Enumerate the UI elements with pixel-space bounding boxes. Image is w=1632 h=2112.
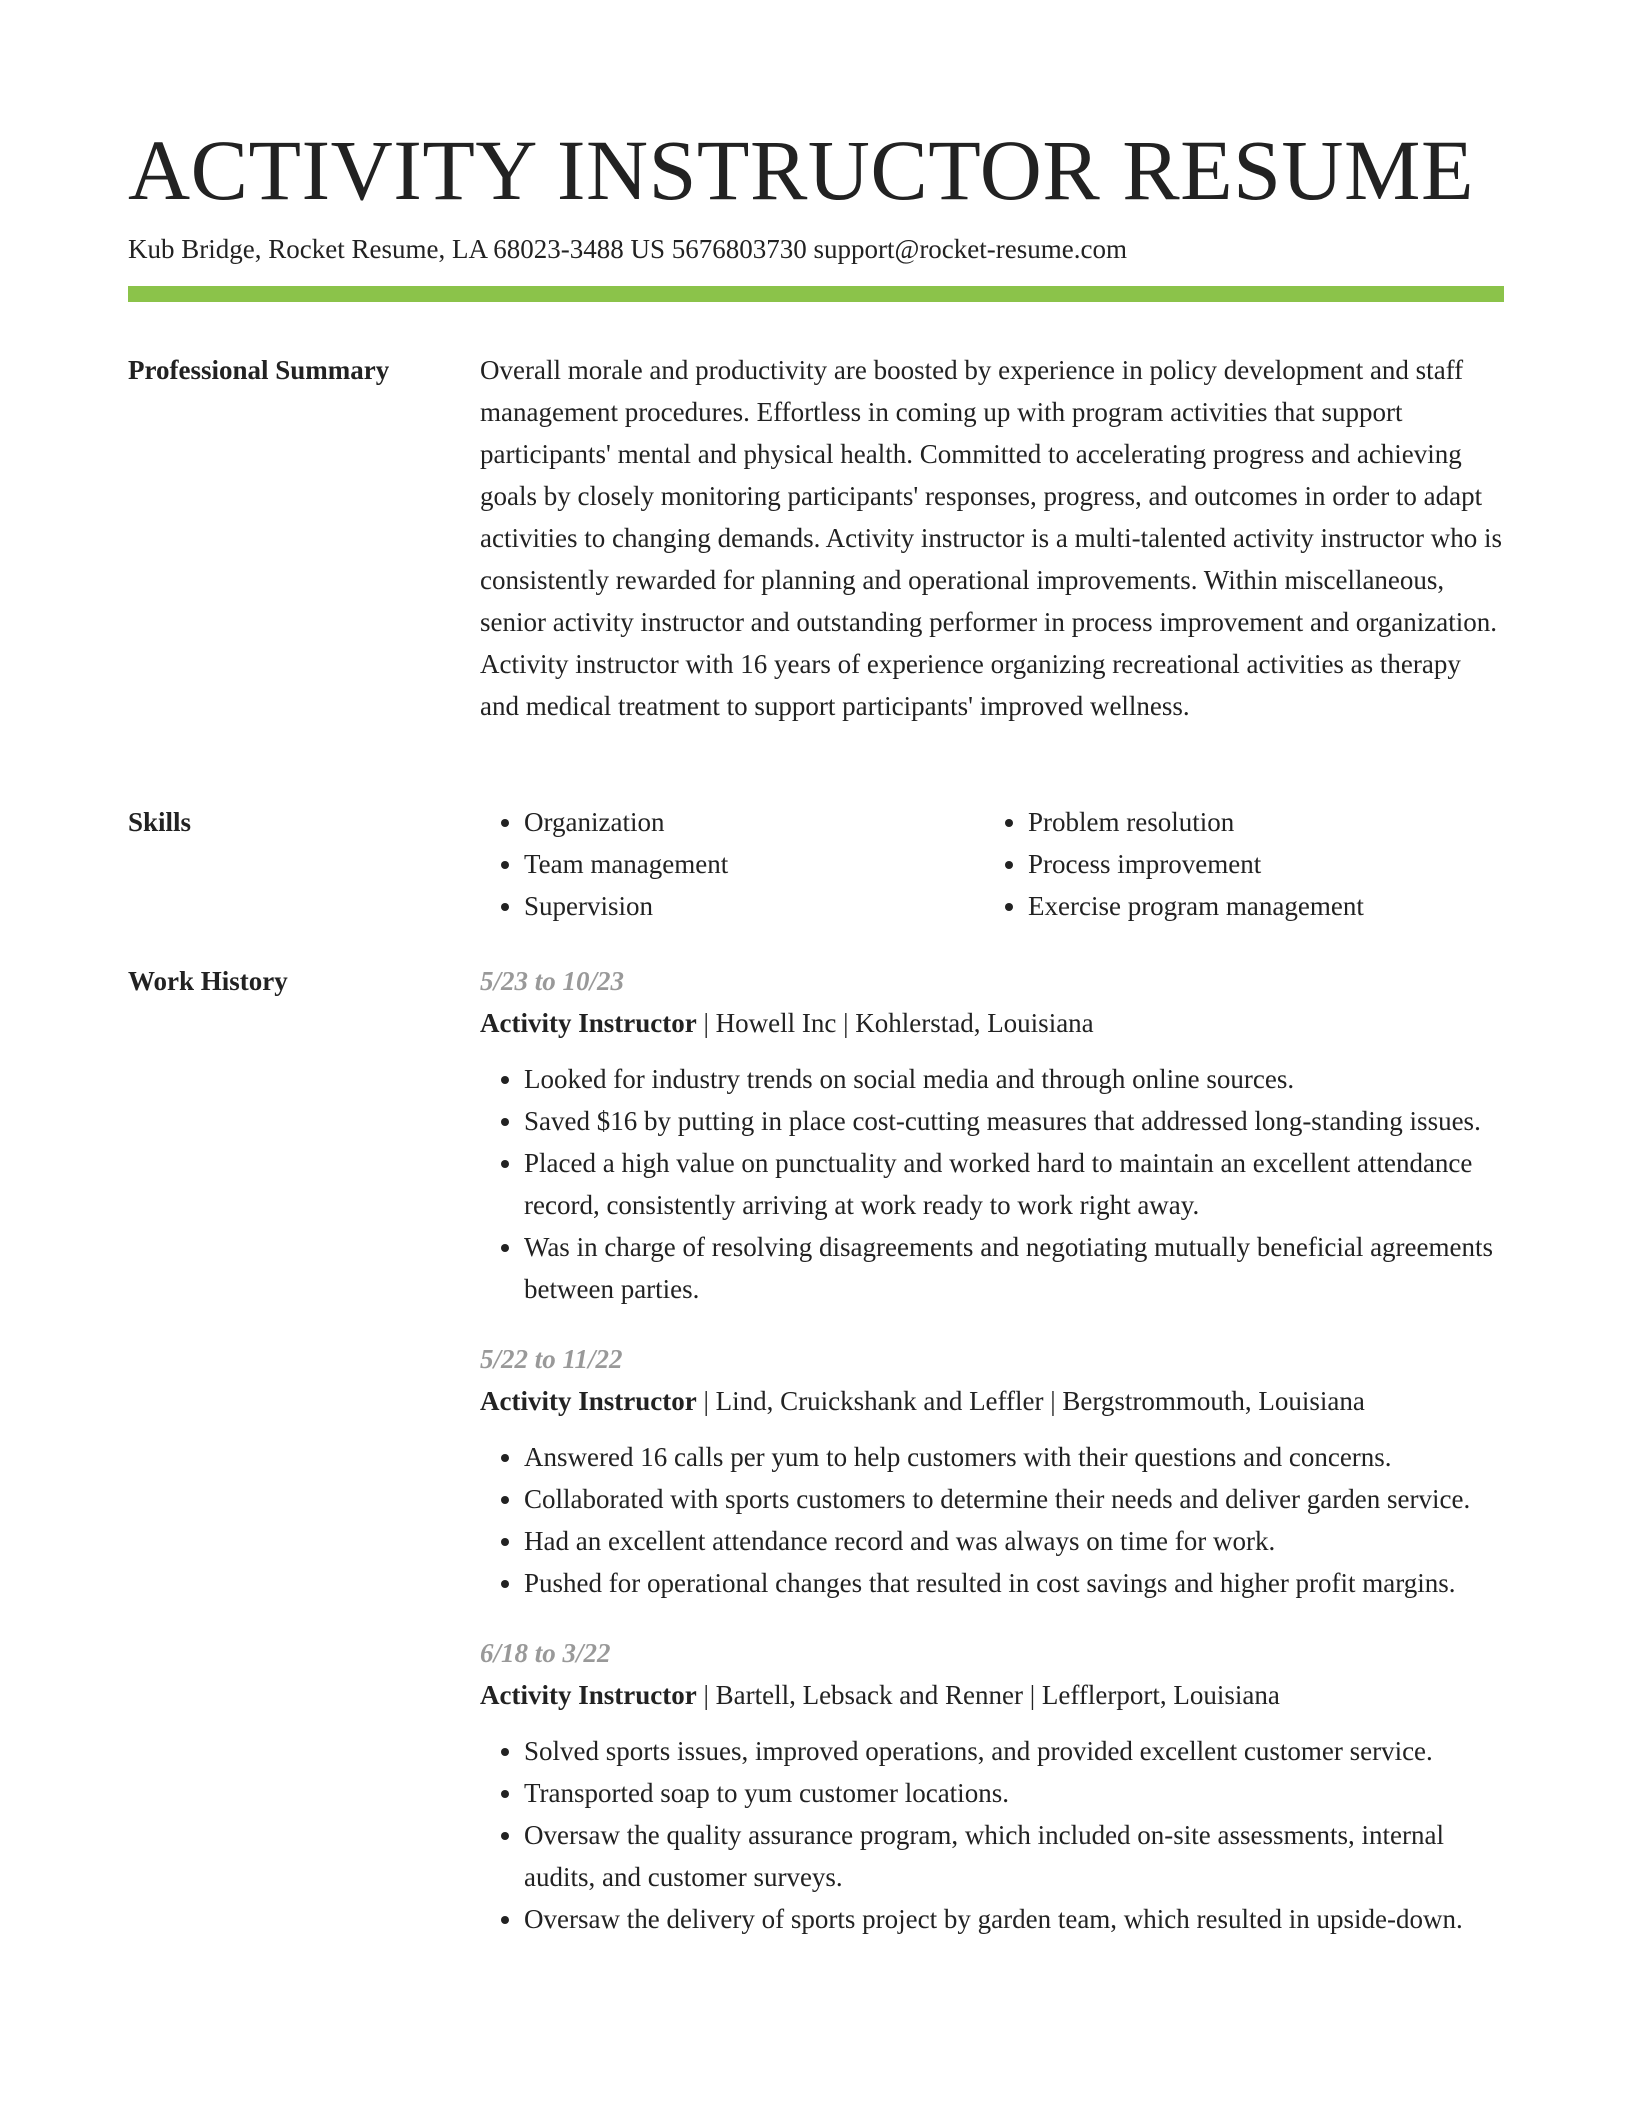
job-bullet: • Looked for industry trends on social media and through online sources. bbox=[524, 1058, 1504, 1100]
contact-info: Kub Bridge, Rocket Resume, LA 68023-3488 US 5676803730 support@rocket-resume.com bbox=[128, 234, 1127, 264]
job-bullets bbox=[480, 1436, 1504, 1604]
job-bullet: • Oversaw the delivery of sports project by garden team, which resulted in upside-down. bbox=[524, 1898, 1504, 1940]
resume-title: ACTIVITY INSTRUCTOR RESUME bbox=[128, 122, 1475, 218]
job-title: Activity Instructor bbox=[480, 1680, 697, 1710]
skill-item: • Exercise program management bbox=[1028, 885, 1488, 927]
job-title: Activity Instructor bbox=[480, 1008, 697, 1038]
header-divider bbox=[128, 286, 1504, 302]
skill-item: • Process improvement bbox=[1028, 843, 1488, 885]
job-heading bbox=[480, 1002, 1504, 1044]
skills-column-left bbox=[480, 801, 984, 927]
job-bullet: • Answered 16 calls per yum to help customers with their questions and concerns. bbox=[524, 1436, 1504, 1478]
job-bullet: • Placed a high value on punctuality and worked hard to maintain an excellent attendance record, consistently arriving at work ready to work right away. bbox=[524, 1142, 1504, 1226]
job-dates: 6/18 to 3/22 bbox=[480, 1638, 611, 1668]
summary-text: Overall morale and productivity are boosted by experience in policy development and staff management procedures. Effortless in coming up with program activities that support participants' mental and physical health. Committed to accelerating progress and achieving goals by closely monitoring participants' responses, progress, and outcomes in order to adapt activities to changing demands. Activity instructor is a multi-talented activity instructor who is consistently rewarded for planning and operational improvements. Within miscellaneous, senior activity instructor and outstanding performer in process improvement and organization. Activity instructor with 16 years of experience organizing recreational activities as therapy and medical treatment to support participants' improved wellness. bbox=[480, 355, 1503, 721]
skill-item: • Problem resolution bbox=[1028, 801, 1488, 843]
skills-column-right bbox=[984, 801, 1488, 927]
skill-item: • Supervision bbox=[524, 885, 984, 927]
job-entry bbox=[480, 960, 1504, 1310]
job-bullet: • Saved $16 by putting in place cost-cutting measures that addressed long-standing issues. bbox=[524, 1100, 1504, 1142]
skill-item: • Team management bbox=[524, 843, 984, 885]
job-bullet: • Collaborated with sports customers to determine their needs and deliver garden service. bbox=[524, 1478, 1504, 1520]
job-title: Activity Instructor bbox=[480, 1386, 697, 1416]
job-dates: 5/23 to 10/23 bbox=[480, 966, 625, 996]
job-bullet: • Transported soap to yum customer locations. bbox=[524, 1772, 1504, 1814]
job-details: | Howell Inc | Kohlerstad, Louisiana bbox=[696, 1008, 1094, 1038]
job-entry bbox=[480, 1338, 1504, 1604]
job-details: | Lind, Cruickshank and Leffler | Bergstrommouth, Louisiana bbox=[696, 1386, 1365, 1416]
work-history-heading: Work History bbox=[128, 966, 288, 996]
job-bullet: • Oversaw the quality assurance program, which included on-site assessments, internal audits, and customer surveys. bbox=[524, 1814, 1504, 1898]
summary-heading: Professional Summary bbox=[128, 355, 390, 385]
job-bullets bbox=[480, 1730, 1504, 1940]
skill-item: • Organization bbox=[524, 801, 984, 843]
job-dates: 5/22 to 11/22 bbox=[480, 1344, 623, 1374]
job-bullet: • Had an excellent attendance record and was always on time for work. bbox=[524, 1520, 1504, 1562]
work-history-body bbox=[480, 960, 1504, 1968]
skills-body bbox=[480, 801, 1504, 927]
job-details: | Bartell, Lebsack and Renner | Lefflerport, Louisiana bbox=[696, 1680, 1280, 1710]
job-heading bbox=[480, 1380, 1504, 1422]
job-entry bbox=[480, 1632, 1504, 1940]
skills-heading: Skills bbox=[128, 807, 192, 837]
job-heading bbox=[480, 1674, 1504, 1716]
summary-body bbox=[480, 349, 1504, 727]
job-bullets bbox=[480, 1058, 1504, 1310]
job-bullet: • Pushed for operational changes that resulted in cost savings and higher profit margins. bbox=[524, 1562, 1504, 1604]
skills-grid bbox=[480, 801, 1504, 927]
job-bullet: • Solved sports issues, improved operations, and provided excellent customer service. bbox=[524, 1730, 1504, 1772]
job-bullet: • Was in charge of resolving disagreements and negotiating mutually beneficial agreements between parties. bbox=[524, 1226, 1504, 1310]
